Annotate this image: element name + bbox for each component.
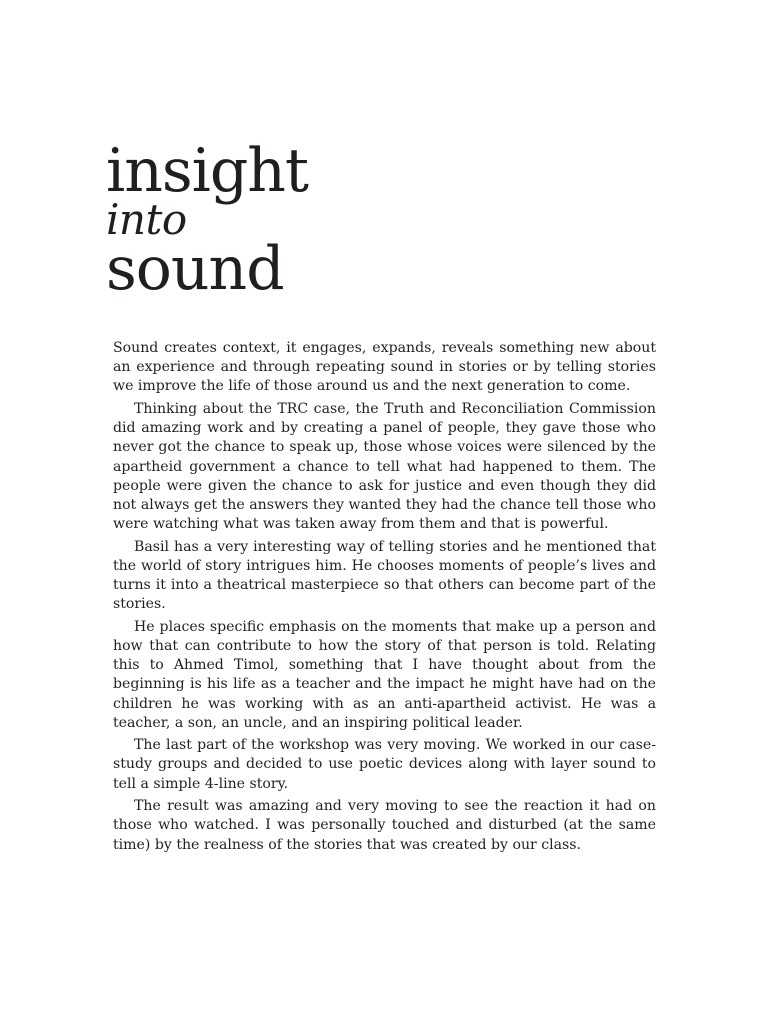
paragraph-4: He places specific emphasis on the moments that make up a person and how that can contribute to how the story of that person is told. Relating this to Ahmed Timol, something that I have thought about from the beginning is his life as a teacher and the impact he might have had on the children he was working with as an anti-apartheid activist. He was a teacher, a son, an uncle, and an inspiring political leader. [113,618,656,731]
title-line-into: into [106,195,187,244]
page-title [106,136,308,304]
article-body [113,339,656,858]
paragraph-2: Thinking about the TRC case, the Truth and Reconciliation Commission did amazing work and by creating a panel of people, they gave those who never got the chance to speak up, those whose voices were silenced by the apartheid government a chance to tell what had happened to them. The people were given the chance to ask for justice and even though they did not always get the answers they wanted they had the chance tell those who were watching what was taken away from them and that is powerful. [113,400,656,533]
title-line-sound: sound [106,234,284,304]
title-line-insight: insight [106,136,308,206]
paragraph-1: Sound creates context, it engages, expands, reveals something new about an experience and through repeating sound in stories or by telling stories we improve the life of those around us and the next generation to come. [113,340,656,395]
paragraph-3: Basil has a very interesting way of telling stories and he mentioned that the world of story intrigues him. He chooses moments of people’s lives and turns it into a theatrical masterpiece so that others can become part of the stories. [113,538,656,613]
paragraph-6: The result was amazing and very moving to see the reaction it had on those who watched. I was personally touched and disturbed (at the same time) by the realness of the stories that was created by our class. [113,798,656,853]
paragraph-5: The last part of the workshop was very moving. We worked in our case-study groups and decided to use poetic devices along with layer sound to tell a simple 4-line story. [113,737,656,792]
